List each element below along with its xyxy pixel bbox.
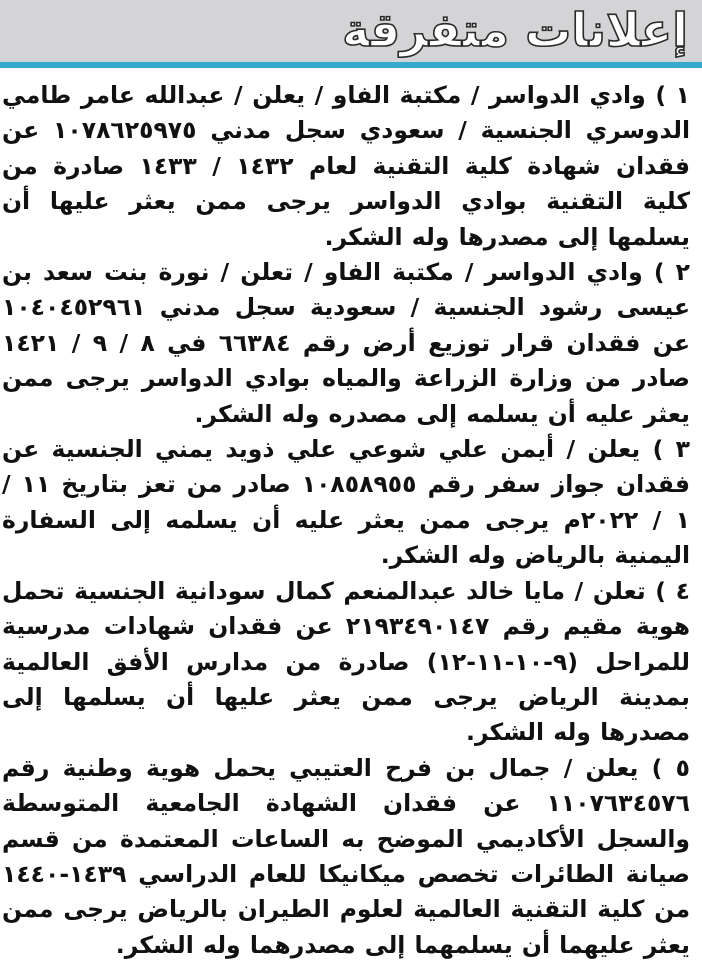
- ad-text: [2, 78, 690, 255]
- section-header: [0, 0, 702, 68]
- ad-body: يعلن / جمال بن فرح العتيبي يحمل هوية وطنية رقم ١١٠٧٦٣٤٥٧٦ عن فقدان الشهادة الجامعية المتوسطة والسجل الأكاديمي الموضح به الساعات المعتمدة من قسم صيانة الطائرات تخصص ميكانيكا للعام الدراسي ١٤٣٩-١٤٤٠ من كلية التقنية العالمية لعلوم الطيران بالرياض يرجى ممن يعثر عليهما أن يسلمهما إلى مصدرهما وله الشكر.: [2, 753, 690, 959]
- ad-body: وادي الدواسر / مكتبة الفاو / يعلن / عبدالله عامر طامي الدوسري الجنسية / سعودي سجل مدني ١٠٧٨٦٢٥٩٧٥ عن فقدان شهادة كلية التقنية لعام ١٤٣٢ / ١٤٣٣ صادرة من كلية التقنية بوادي الدواسر يرجى ممن يعثر عليها أن يسلمها إلى مصدرها وله الشكر.: [2, 81, 690, 251]
- ad-body: وادي الدواسر / مكتبة الفاو / تعلن / نورة بنت سعد بن عيسى رشود الجنسية / سعودية سجل مدني ١٠٤٠٤٥٢٩٦١ عن فقدان قرار توزيع أرض رقم ٦٦٣٨٤ في ٨ / ٩ / ١٤٢١ صادر من وزارة الزراعة والمياه بوادي الدواسر يرجى ممن يعثر عليه أن يسلمه إلى مصدره وله الشكر.: [2, 258, 691, 428]
- ad-number: ٣ ): [640, 435, 690, 464]
- classified-ad-4: [2, 574, 690, 751]
- ad-body: يعلن / أيمن علي شوعي علي ذويد يمني الجنسية عن فقدان جواز سفر رقم ١٠٨٥٨٩٥٥ صادر من تعز بتاريخ ١١ / ١ / ٢٠٢٢م يرجى ممن يعثر عليه أن يسلمه إلى السفارة اليمنية بالرياض وله الشكر.: [2, 435, 690, 570]
- classified-ad-3: [2, 432, 690, 574]
- ad-number: ٢ ): [642, 258, 690, 287]
- classified-ads-list: [2, 78, 690, 963]
- ad-text: [2, 574, 690, 751]
- ad-text: [2, 751, 690, 963]
- ad-text: [2, 432, 690, 574]
- section-title: إعلانات متفرقة: [342, 3, 688, 57]
- classified-ad-5: [2, 751, 690, 963]
- ad-body: تعلن / مايا خالد عبدالمنعم كمال سودانية الجنسية تحمل هوية مقيم رقم ٢١٩٣٤٩٠١٤٧ عن فقدان شهادات مدرسية للمراحل (٩-١٠-١١-١٢) صادرة من مدارس الأفق العالمية بمدينة الرياض يرجى ممن يعثر عليها أن يسلمها إلى مصدرها وله الشكر.: [2, 576, 690, 747]
- ad-text: [2, 255, 690, 432]
- ad-number: ١ ): [645, 81, 690, 109]
- ad-number: ٥ ): [638, 753, 690, 782]
- classified-ad-2: [2, 255, 690, 432]
- ad-number: ٤ ): [645, 576, 690, 605]
- classified-ad-1: [2, 78, 690, 255]
